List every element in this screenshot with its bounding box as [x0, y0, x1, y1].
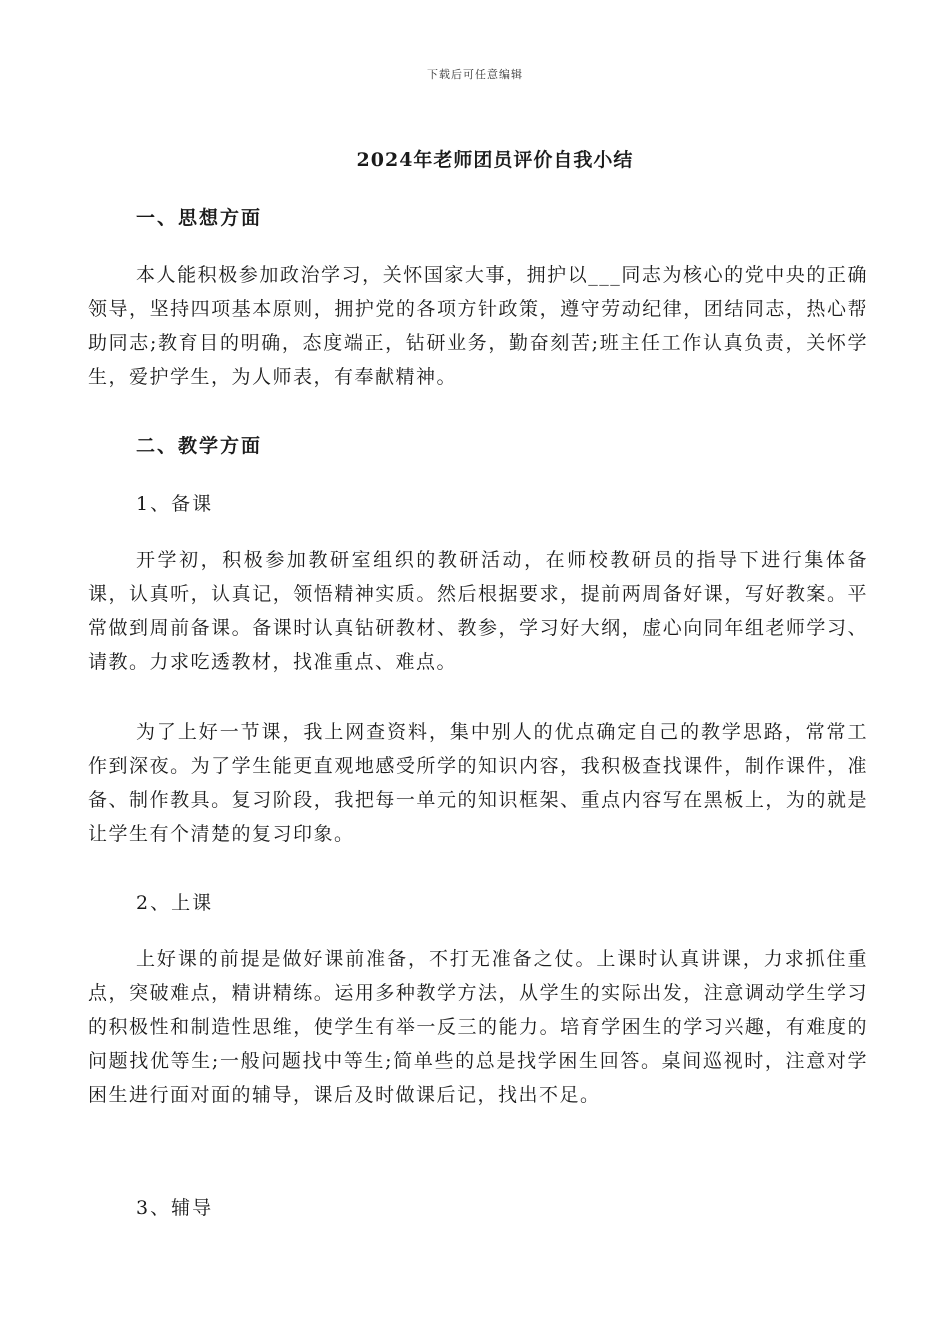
paragraph-class: 上好课的前提是做好课前准备，不打无准备之仗。上课时认真讲课，力求抓住重点，突破难点，精讲精练。运用多种教学方法，从学生的实际出发，注意调动学生学习的积极性和制造性思维，使学生有举一反三的能力。培育学困生的学习兴趣，有难度的问题找优等生;一般问题找中等生;简单些的总是找学困生回答。桌间巡视时，注意对学困生进行面对面的辅导，课后及时做课后记，找出不足。	[88, 948, 868, 1106]
document-title: 2024年老师团员评价自我小结	[356, 149, 634, 171]
paragraph-ideology: 本人能积极参加政治学习，关怀国家大事，拥护以___同志为核心的党中央的正确领导，坚持四项基本原则，拥护党的各项方针政策，遵守劳动纪律，团结同志，热心帮助同志;教育目的明确，态度端正，钻研业务，勤奋刻苦;班主任工作认真负责，关怀学生，爱护学生，为人师表，有奉献精神。	[88, 264, 868, 388]
subheading-lesson-prep: 1、备课	[136, 493, 214, 515]
paragraph-lesson-prep-1: 开学初，积极参加教研室组织的教研活动，在师校教研员的指导下进行集体备课，认真听，认真记，领悟精神实质。然后根据要求，提前两周备好课，写好教案。平常做到周前备课。备课时认真钻研教材、教参，学习好大纲，虚心向同年组老师学习、请教。力求吃透教材，找准重点、难点。	[88, 549, 868, 673]
paragraph-lesson-prep-2: 为了上好一节课，我上网查资料，集中别人的优点确定自己的教学思路，常常工作到深夜。为了学生能更直观地感受所学的知识内容，我积极查找课件，制作课件，准备、制作教具。复习阶段，我把每一单元的知识框架、重点内容写在黑板上，为的就是让学生有个清楚的复习印象。	[88, 721, 868, 845]
section-heading-ideology: 一、思想方面	[136, 207, 263, 229]
page-header-note: 下载后可任意编辑	[427, 68, 523, 81]
subheading-tutoring: 3、辅导	[136, 1197, 214, 1219]
section-heading-teaching: 二、教学方面	[136, 435, 263, 457]
subheading-class: 2、上课	[136, 892, 214, 914]
